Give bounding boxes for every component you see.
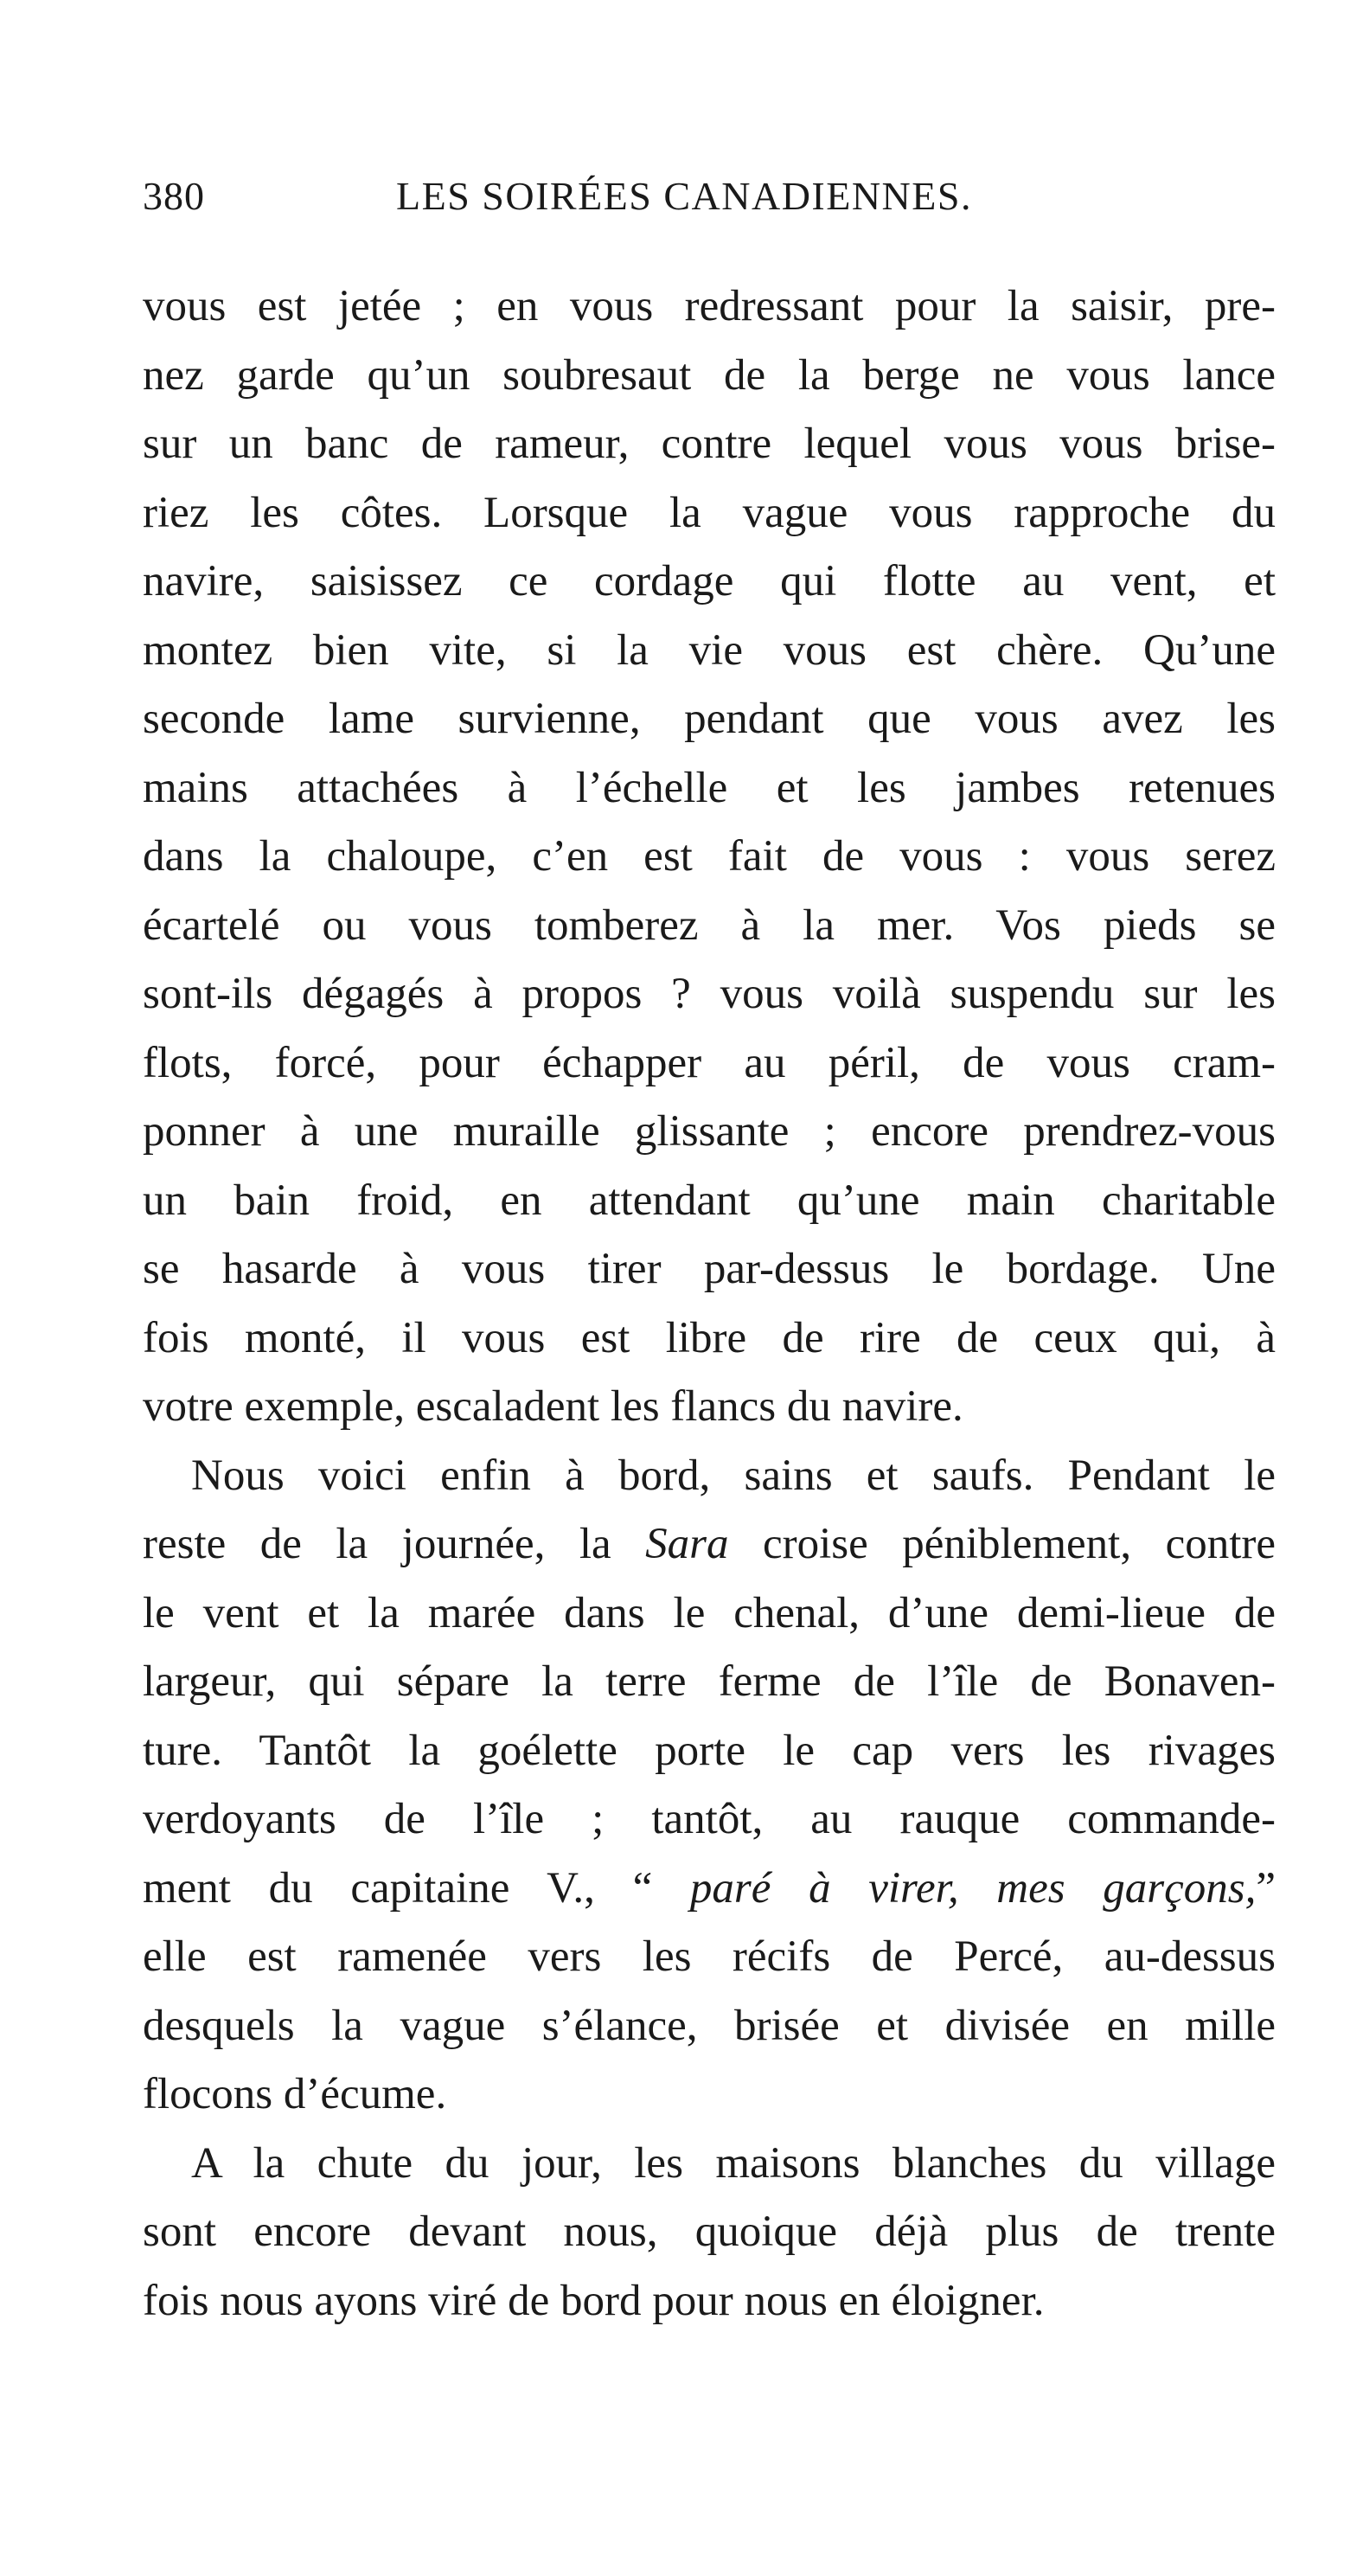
paragraph-1 bbox=[143, 272, 1276, 1442]
quote-italic: mes garçons, bbox=[996, 1863, 1257, 1913]
text-line: votre exemple, escaladent les flancs du navire. bbox=[143, 1382, 963, 1431]
text-line: riez les côtes. Lorsque la vague vous rapproche du bbox=[143, 488, 1276, 537]
body-text bbox=[143, 272, 1276, 2336]
text-line: flots, forcé, pour échapper au péril, de vous cram- bbox=[143, 1038, 1276, 1087]
page-header bbox=[143, 173, 1267, 225]
text-line-with-italic bbox=[143, 1510, 1276, 1580]
text-segment: ” bbox=[1256, 1863, 1276, 1913]
text-line: sur un banc de rameur, contre lequel vous vous brise- bbox=[143, 420, 1276, 468]
text-line: ponner à une muraille glissante ; encore prendrez-vous bbox=[143, 1107, 1276, 1156]
text-line: mains attachées à l’échelle et les jambes retenues bbox=[143, 763, 1276, 812]
text-line: écartelé ou vous tomberez à la mer. Vos pieds se bbox=[143, 900, 1276, 950]
text-line: nez garde qu’un soubresaut de la berge ne vous lance bbox=[143, 350, 1276, 400]
text-segment: croise péniblement, contre bbox=[728, 1520, 1276, 1568]
text-line: sont-ils dégagés à propos ? vous voilà suspendu sur les bbox=[143, 970, 1276, 1018]
page-number: 380 bbox=[143, 174, 205, 218]
paragraph-3 bbox=[143, 2130, 1276, 2336]
text-segment bbox=[959, 1864, 997, 1913]
paragraph-2 bbox=[143, 1442, 1276, 2130]
text-line: montez bien vite, si la vie vous est chère. Qu’une bbox=[143, 625, 1276, 675]
text-segment: reste de la journée, la bbox=[143, 1520, 646, 1568]
text-line: le vent et la marée dans le chenal, d’une demi-lieue de bbox=[143, 1588, 1276, 1637]
quote-italic: paré à virer, bbox=[689, 1863, 959, 1913]
text-line: A la chute du jour, les maisons blanches du village bbox=[191, 2138, 1276, 2188]
text-line: sont encore devant nous, quoique déjà plus de trente bbox=[143, 2208, 1276, 2256]
text-line: vous est jetée ; en vous redressant pour la saisir, pre- bbox=[143, 282, 1276, 330]
text-line: desquels la vague s’élance, brisée et divisée en mille bbox=[143, 2001, 1276, 2050]
text-line: verdoyants de l’île ; tantôt, au rauque commande- bbox=[143, 1795, 1276, 1843]
text-line: elle est ramenée vers les récifs de Percé, au-dessus bbox=[143, 1932, 1276, 1981]
text-line: largeur, qui sépare la terre ferme de l’île de Bonaven- bbox=[143, 1657, 1276, 1706]
running-head: LES SOIRÉES CANADIENNES. bbox=[396, 174, 972, 218]
text-line: flocons d’écume. bbox=[143, 2070, 447, 2118]
text-line: dans la chaloupe, c’en est fait de vous : vous serez bbox=[143, 832, 1276, 881]
text-line: Nous voici enfin à bord, sains et saufs. Pendant le bbox=[191, 1451, 1276, 1500]
text-line: fois monté, il vous est libre de rire de ceux qui, à bbox=[143, 1313, 1276, 1362]
ship-name-italic: Sara bbox=[645, 1520, 729, 1568]
text-line: un bain froid, en attendant qu’une main charitable bbox=[143, 1176, 1276, 1225]
text-line: seconde lame survienne, pendant que vous avez les bbox=[143, 695, 1276, 743]
text-segment: ment du capitaine V., “ bbox=[143, 1863, 690, 1913]
text-line-with-italic bbox=[143, 1855, 1276, 1924]
text-line: ture. Tantôt la goélette porte le cap vers les rivages bbox=[143, 1726, 1276, 1775]
text-line: fois nous ayons viré de bord pour nous en éloigner. bbox=[143, 2276, 1045, 2325]
text-line: navire, saisissez ce cordage qui flotte au vent, et bbox=[143, 557, 1276, 606]
text-line: se hasarde à vous tirer par-dessus le bordage. Une bbox=[143, 1245, 1276, 1293]
